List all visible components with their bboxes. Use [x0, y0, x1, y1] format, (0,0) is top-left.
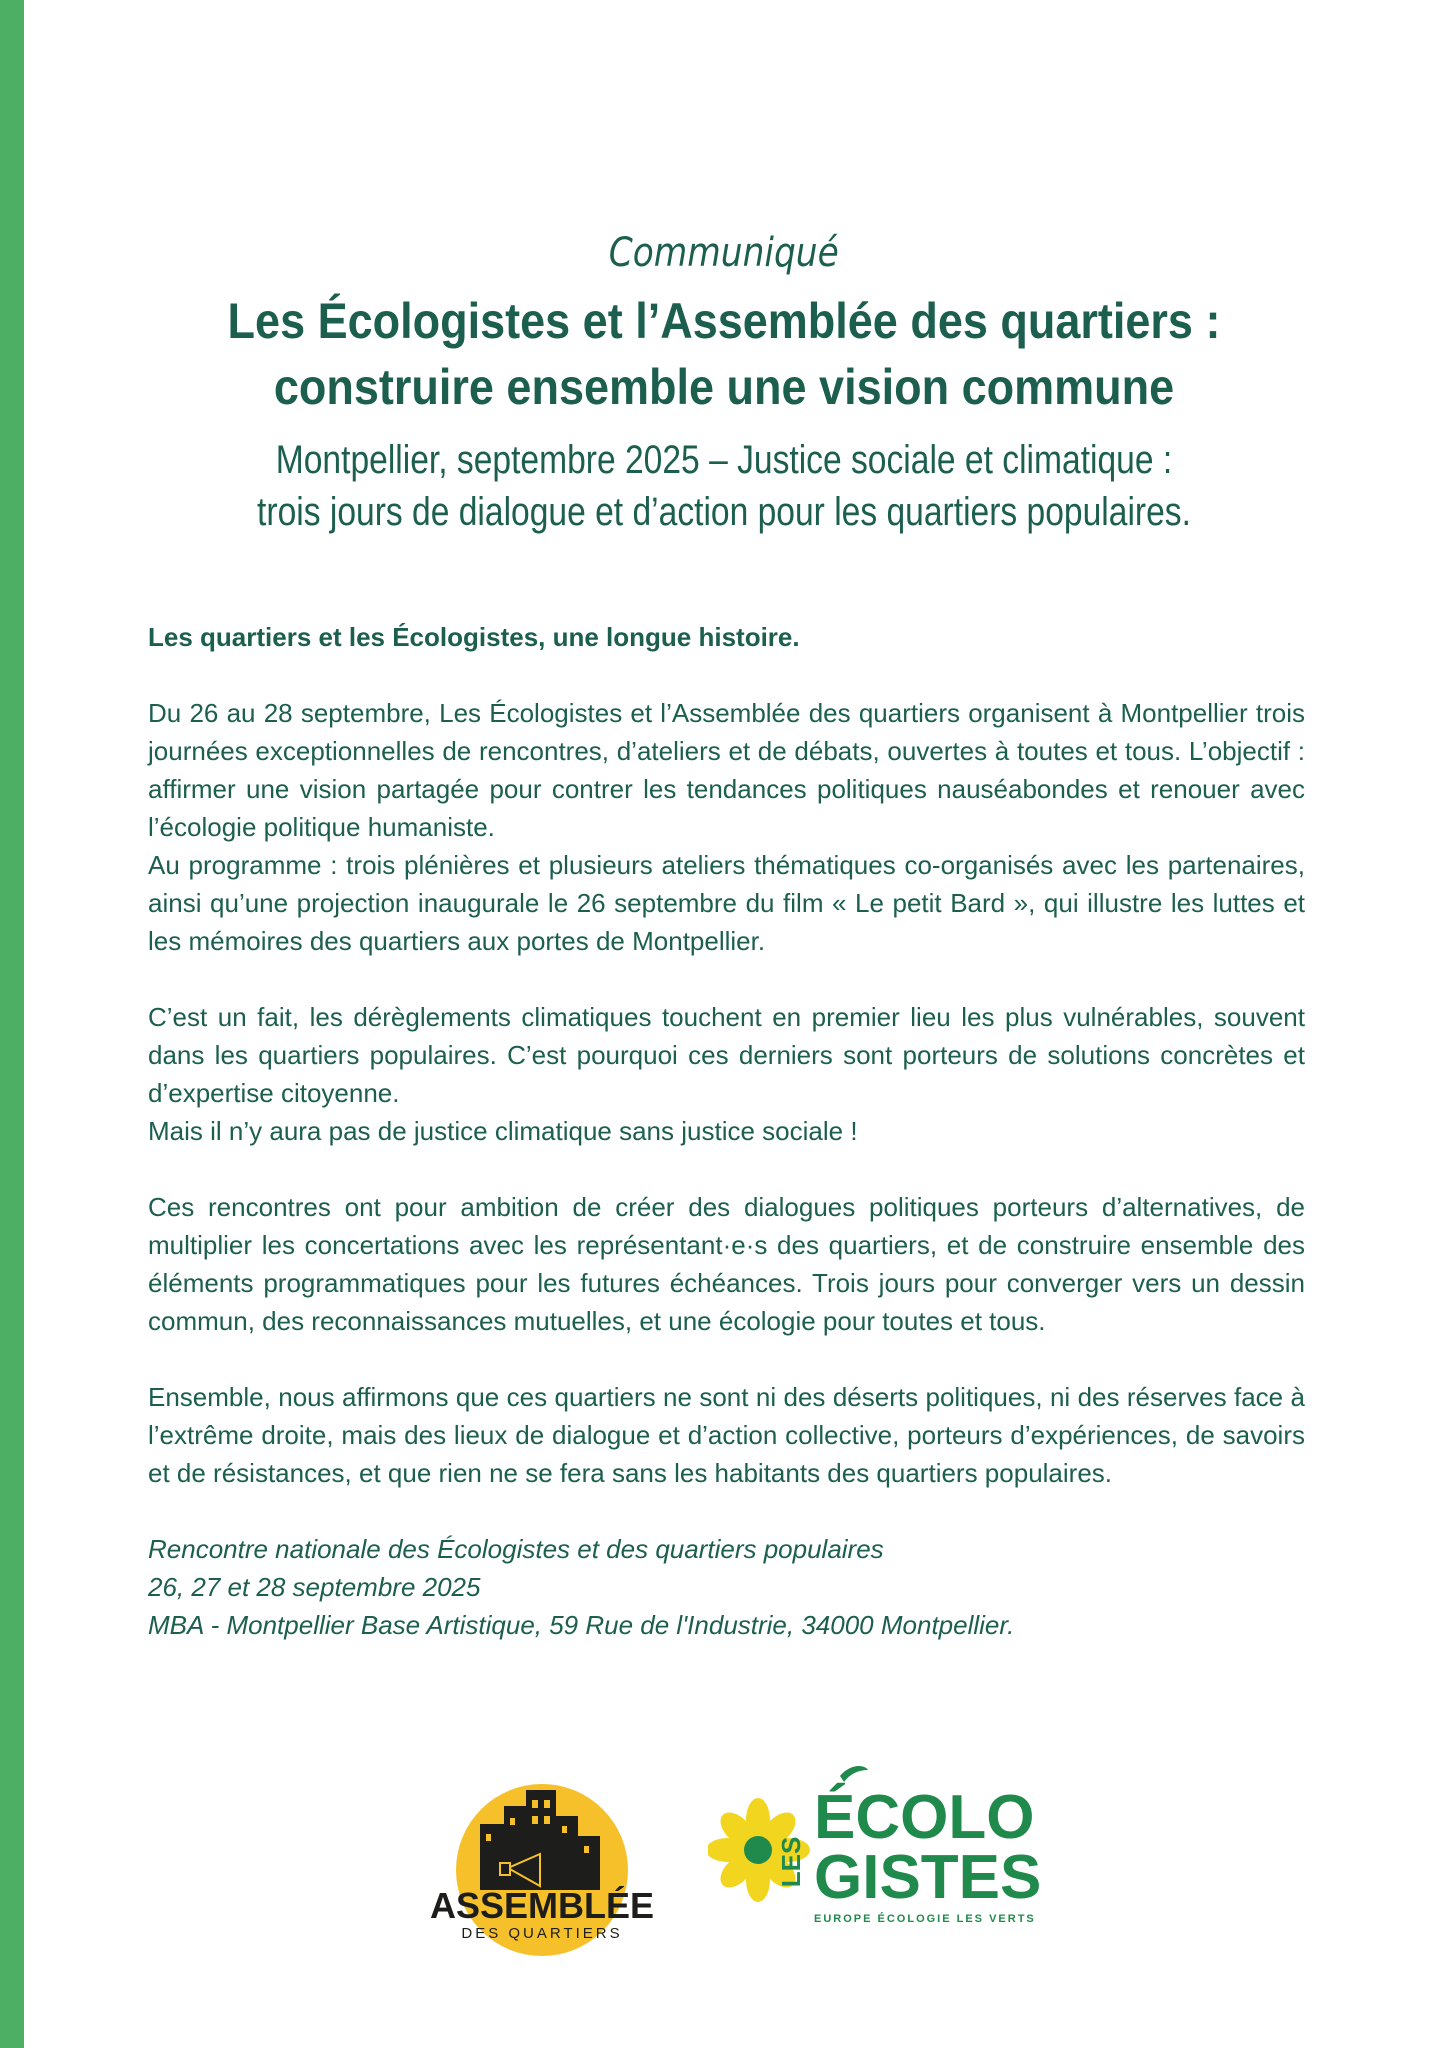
lead-heading: Les quartiers et les Écologistes, une longue histoire. [148, 622, 800, 652]
paragraph-text: Mais il n’y aura pas de justice climatique sans justice sociale ! [148, 1116, 858, 1146]
logo-line1: ÉCOLO [814, 1783, 1035, 1852]
assemblee-des-quartiers-logo [412, 1760, 682, 1970]
page-title [0, 288, 1448, 420]
event-venue: MBA - Montpellier Base Artistique, 59 Rue de l'Industrie, 34000 Montpellier. [148, 1610, 1015, 1640]
event-dates: 26, 27 et 28 septembre 2025 [148, 1572, 481, 1602]
subtitle-line: trois jours de dialogue et d’action pour les quartiers populaires. [257, 490, 1191, 534]
subtitle-line: Montpellier, septembre 2025 – Justice sociale et climatique : [275, 438, 1173, 482]
leaf-icon [840, 1766, 868, 1782]
paragraph-conclusion: Ensemble, nous affirmons que ces quartiers ne sont ni des déserts politiques, ni des réserves face à l’extrême droite, mais des lieux de dialogue et d’action collective, porteurs d’expériences, de savoirs et de résistances, et que rien ne se fera sans les habitants des quartiers populaires. [148, 1382, 1305, 1488]
kicker: Communiqué [608, 230, 840, 276]
press-release-header [0, 230, 1448, 538]
logo-title: ASSEMBLÉE [429, 1885, 655, 1926]
event-name: Rencontre nationale des Écologistes et des quartiers populaires [148, 1534, 884, 1564]
logo-tagline: EUROPE ÉCOLOGIE LES VERTS [814, 1913, 1036, 1925]
paragraph-text: Du 26 au 28 septembre, Les Écologistes et l’Assemblée des quartiers organisent à Montpellier trois journées exceptionnelles de rencontres, d’ateliers et de débats, ouvertes à toutes et tous. L’objectif : affirmer une vision partagée pour contrer les tendances politiques nauséabondes et renouer avec l’écologie politique humaniste. [148, 698, 1305, 842]
paragraph-text: C’est un fait, les dérèglements climatiques touchent en premier lieu les plus vulnérables, souvent dans les quartiers populaires. C’est pourquoi ces derniers sont porteurs de solutions concrètes et d’expertise citoyenne. [148, 1002, 1305, 1108]
partner-logos [0, 1760, 1448, 1990]
logo-subtitle: DES QUARTIERS [461, 1925, 623, 1942]
paragraph-ambition: Ces rencontres ont pour ambition de créer des dialogues politiques porteurs d’alternatives, de multiplier les concertations avec les représentant·e·s des quartiers, et de construire ensemble des éléments programmatiques pour les futures échéances. Trois jours pour converger vers un dessin commun, des reconnaissances mutuelles, et une écologie pour toutes et tous. [148, 1192, 1305, 1336]
paragraph-event-intro [148, 694, 1305, 960]
subtitle [0, 434, 1448, 538]
paragraph-climate [148, 998, 1305, 1150]
event-details [148, 1530, 1305, 1644]
title-line: construire ensemble une vision commune [273, 359, 1175, 415]
les-ecologistes-logo [708, 1762, 1048, 1932]
title-line: Les Écologistes et l’Assemblée des quartiers : [227, 293, 1221, 349]
press-release-body [148, 618, 1305, 1644]
logo-line2: GISTES [814, 1843, 1042, 1912]
logo-prefix: LES [776, 1836, 806, 1888]
paragraph-text: Au programme : trois plénières et plusieurs ateliers thématiques co-organisés avec les partenaires, ainsi qu’une projection inaugurale le 26 septembre du film « Le petit Bard », qui illustre les luttes et les mémoires des quartiers aux portes de Montpellier. [148, 850, 1305, 956]
